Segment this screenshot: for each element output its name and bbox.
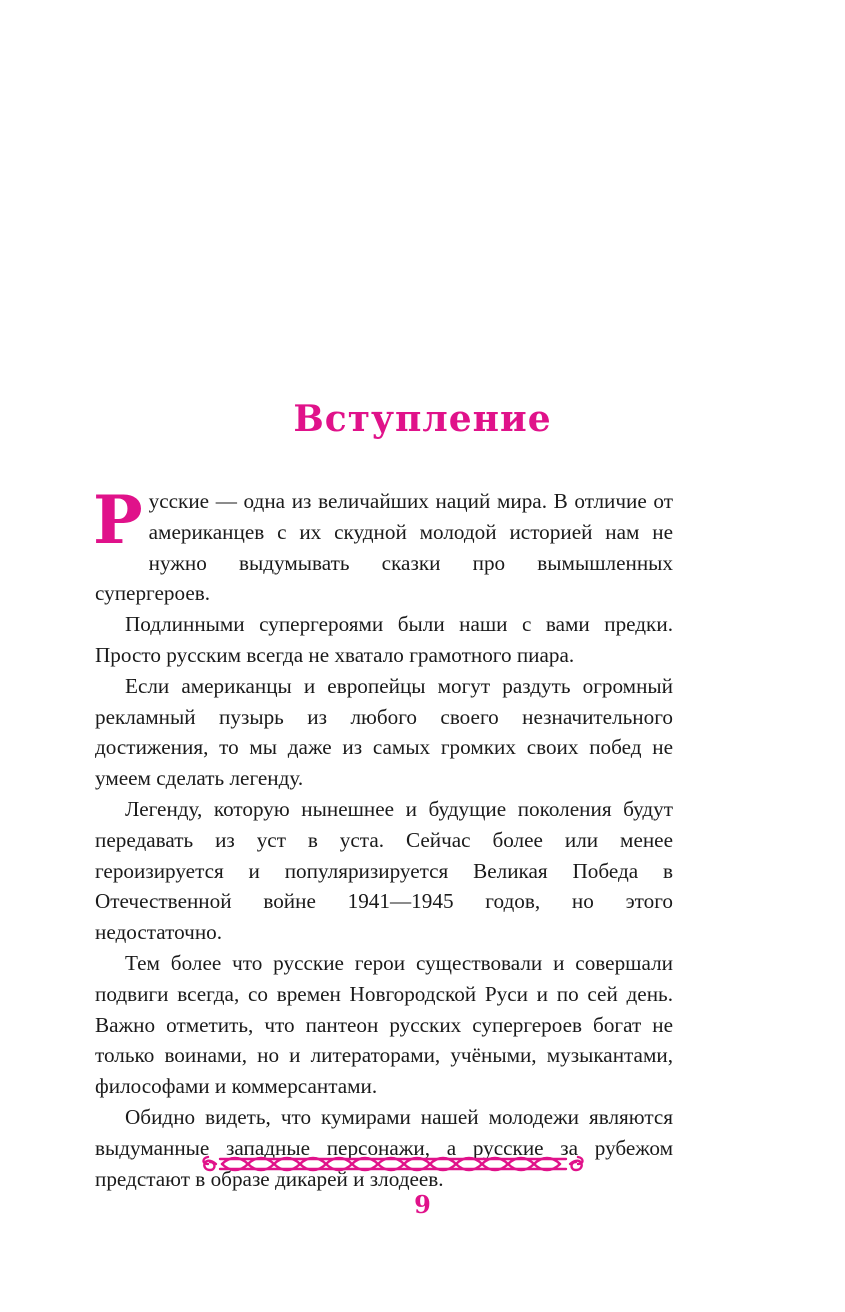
- chapter-title: Вступление: [293, 398, 552, 440]
- paragraph-1-text: усские — одна из величайших наций мира. В отличие от американцев с их скудной молодой историей нам не нужно выдумывать сказки про вымышленных супергероев.: [95, 489, 673, 606]
- paragraph-1: [93, 481, 673, 609]
- body-text: [93, 481, 673, 1194]
- paragraph-2: Подлинными супергероями были наши с вами предки. Просто русским всегда не хватало грамотного пиара.: [95, 612, 673, 667]
- drop-cap: Р: [93, 481, 143, 559]
- paragraph-3: Если американцы и европейцы могут раздуть огромный рекламный пузырь из любого своего незначительного достижения, то мы даже из самых громких своих побед не умеем сделать легенду.: [95, 673, 673, 791]
- paragraph-6: Обидно видеть, что кумирами нашей молодежи являются выдуманные западные персонажи, а русские за рубежом предстают в образе дикарей и злодеев.: [95, 1104, 673, 1191]
- paragraph-4: Легенду, которую нынешнее и будущие поколения будут передавать из уст в уста. Сейчас более или менее героизируется и популяризируется Великая Победа в Отечественной войне 1941—1945 годов, но этого недостаточно.: [95, 796, 673, 945]
- paragraph-5: Тем более что русские герои существовали и совершали подвиги всегда, со времен Новгородской Руси и по сей день. Важно отметить, что пантеон русских супергероев богат не только воинами, но и литераторами, учёными, музыкантами, философами и коммерсантами.: [95, 950, 673, 1099]
- ornament-divider-icon: [198, 1150, 588, 1178]
- page-number: 9: [414, 1190, 431, 1219]
